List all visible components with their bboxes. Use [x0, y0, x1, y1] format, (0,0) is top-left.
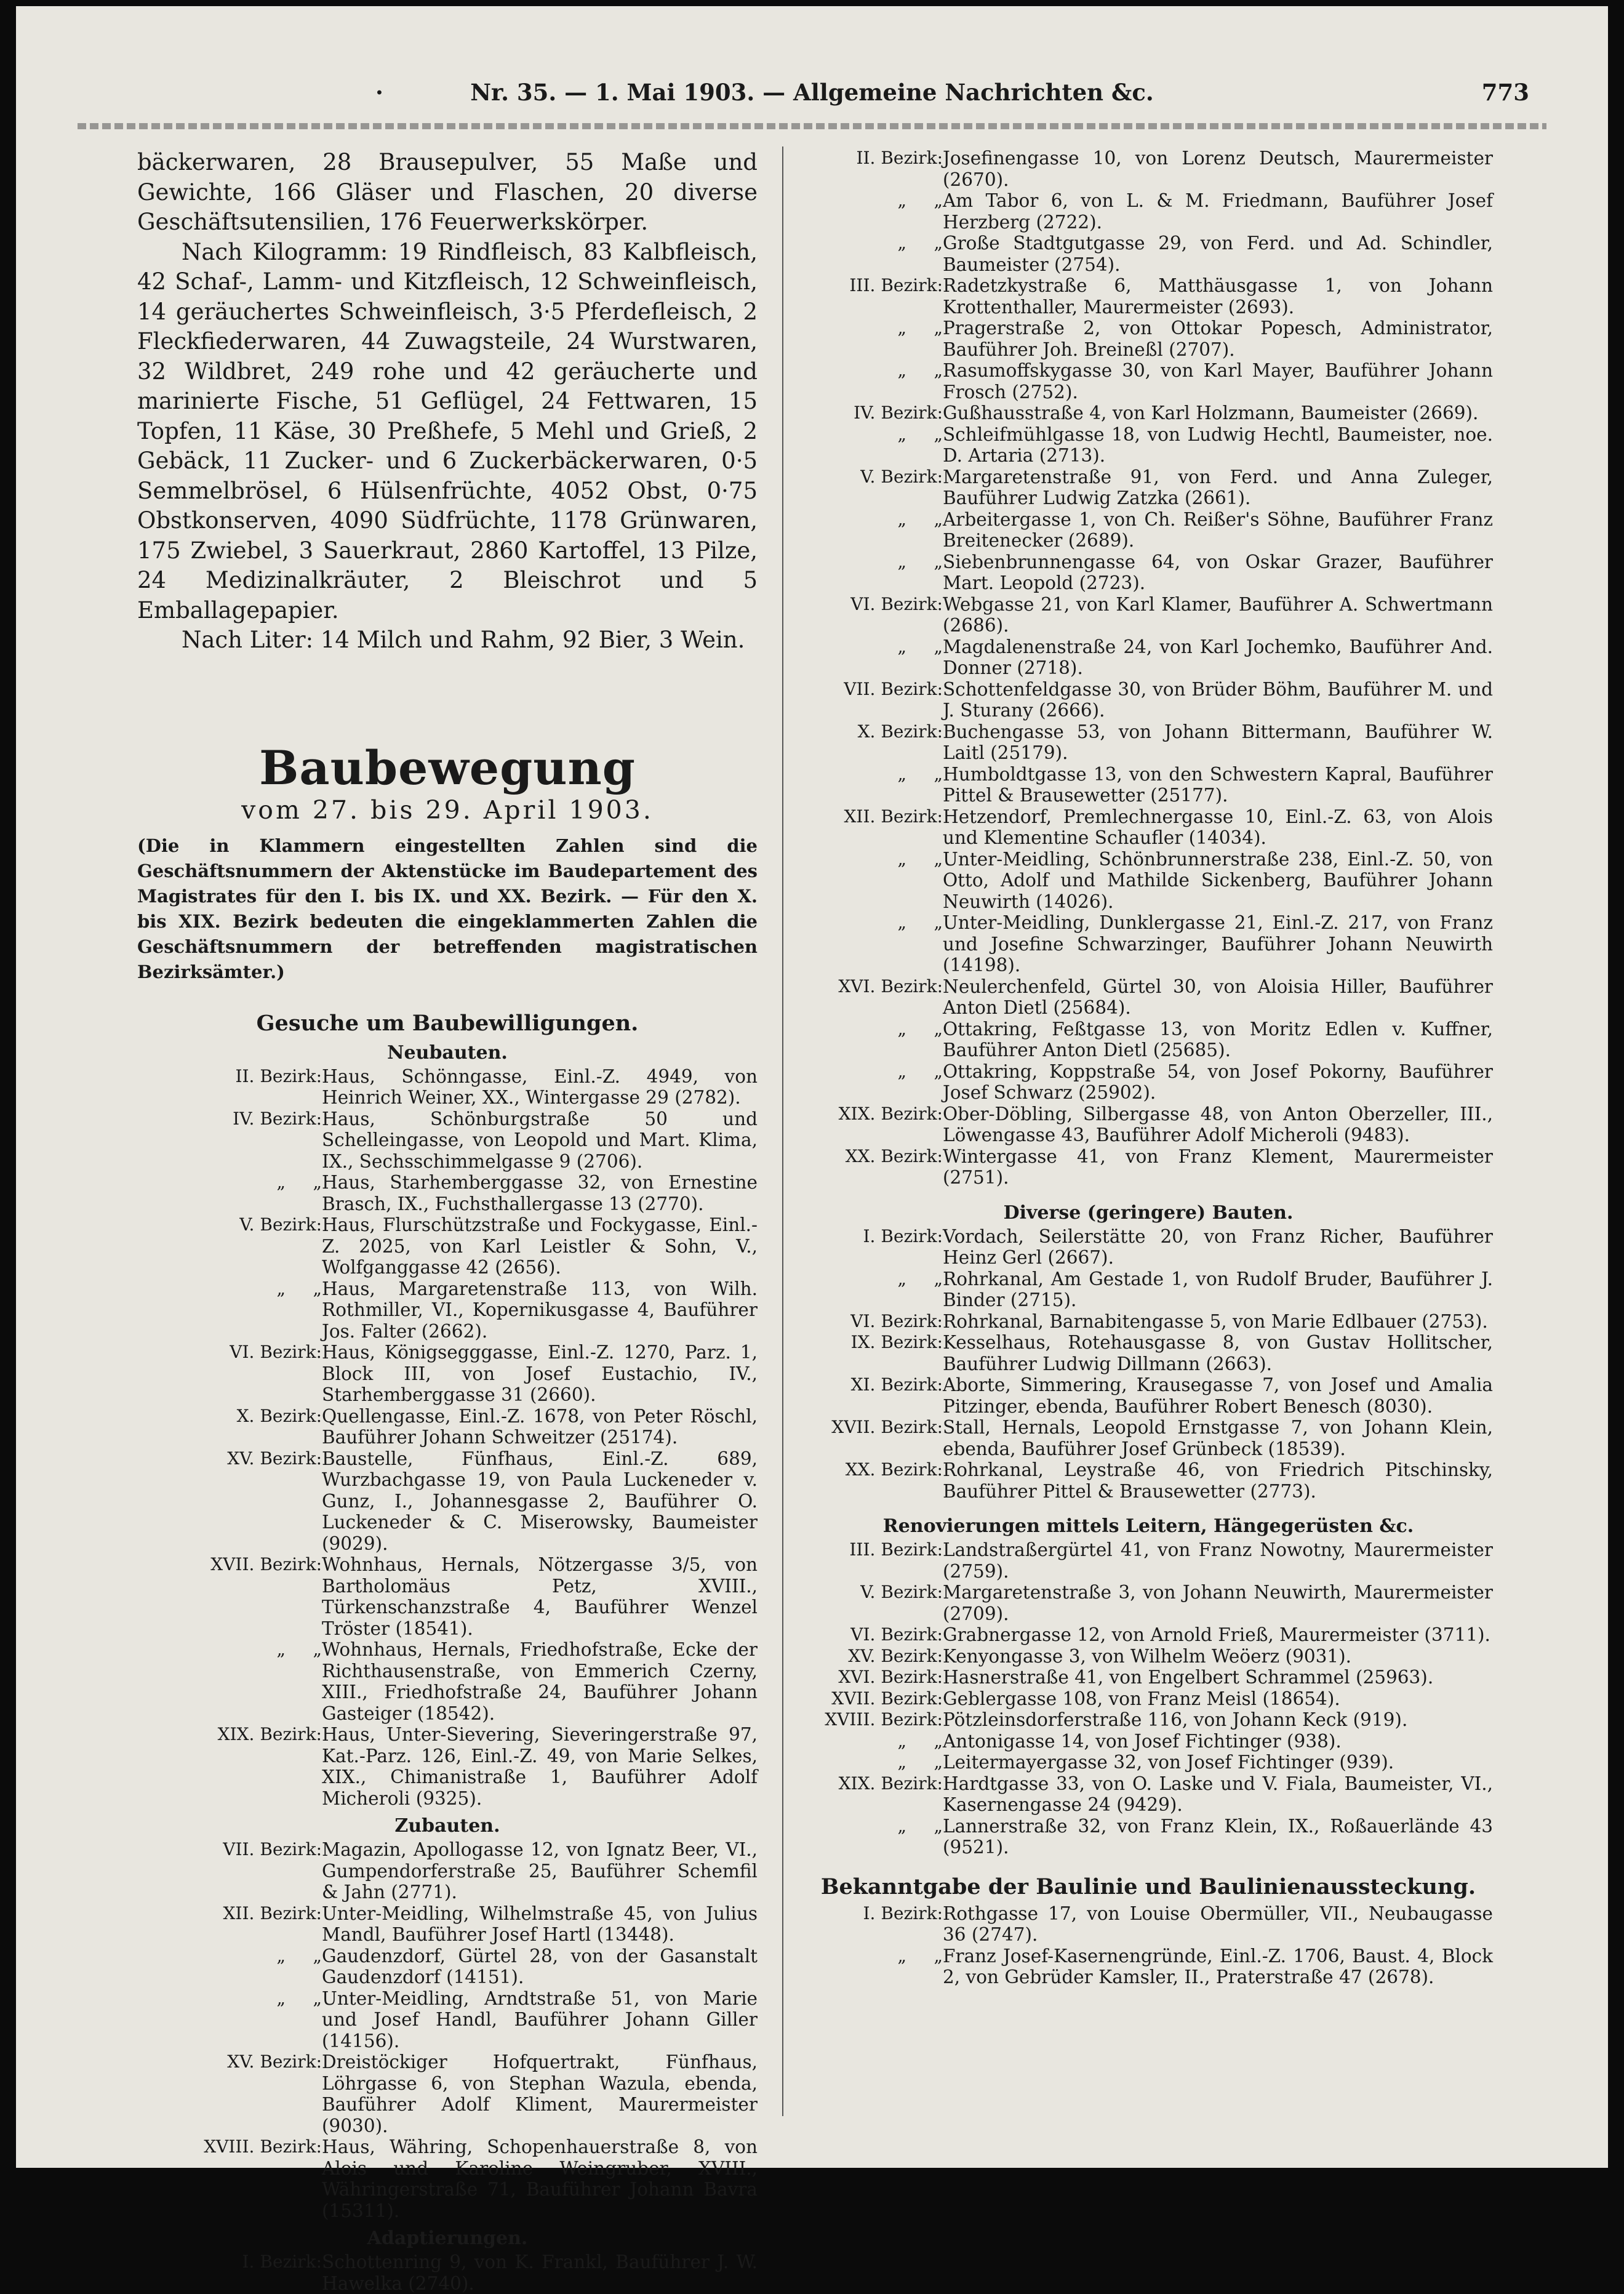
list-item — [804, 467, 1493, 509]
subheading-neubauten: Neubauten. — [387, 1041, 508, 1064]
entry-text: Schottenring 9, von K. Frankl, Bauführer J. W. Hawelka (2740). — [322, 2252, 758, 2294]
entry-text: Haus, Währing, Schopenhauerstraße 8, von Alois und Karoline Weingruber, XVIII., Währingerstraße 71, Bauführer Johann Bavra (15311). — [322, 2136, 758, 2221]
district-label: XI. Bezirk: — [850, 1374, 943, 1395]
list-item — [137, 2136, 758, 2221]
district-label: I. Bezirk: — [863, 1903, 943, 1923]
list-adaptierungen — [137, 2252, 758, 2294]
list-item — [804, 806, 1493, 849]
district-label: „ „ — [897, 1061, 943, 1081]
district-label: XVIII. Bezirk: — [825, 1709, 943, 1730]
entry-text: Vordach, Seilerstätte 20, von Franz Richer, Bauführer Heinz Gerl (2667). — [943, 1225, 1493, 1268]
district-label: XV. Bezirk: — [227, 1448, 322, 1469]
district-label: XVI. Bezirk: — [838, 976, 943, 997]
district-label: „ „ — [897, 848, 943, 869]
entry-text: Rothgasse 17, von Louise Obermüller, VII., Neubaugasse 36 (2747). — [943, 1903, 1493, 1945]
entry-text: Magazin, Apollogasse 12, von Ignatz Beer, VI., Gumpendorferstraße 25, Bauführer Schemfil & Jahn (2771). — [322, 1839, 758, 1903]
entry-text: Siebenbrunnengasse 64, von Oskar Grazer, Bauführer Mart. Leopold (2723). — [943, 551, 1493, 593]
entry-text: Landstraßergürtel 41, von Franz Nowotny, Maurermeister (2759). — [943, 1539, 1493, 1582]
entry-text: Leitermayergasse 32, von Josef Fichtinger (939). — [943, 1752, 1394, 1773]
header-title: Nr. 35. — 1. Mai 1903. — Allgemeine Nachrichten &c. — [470, 79, 1154, 106]
list-item — [137, 1988, 758, 2052]
list-item — [804, 849, 1493, 913]
paragraph-liter: Nach Liter: 14 Milch und Rahm, 92 Bier, 3 Wein. — [182, 627, 745, 653]
list-diverse — [804, 1226, 1493, 1502]
entry-text: Haus, Unter-Sievering, Sieveringerstraße 97, Kat.-Parz. 126, Einl.-Z. 49, von Marie Selkes, XIX., Chimanistraße 1, Bauführer Adolf Micheroli (9325). — [322, 1724, 758, 1809]
subheading-zubauten: Zubauten. — [394, 1815, 500, 1837]
section-heading-baulinie: Bekanntgabe der Baulinie und Baulinienaussteckung. — [820, 1874, 1476, 1899]
list-item — [804, 679, 1493, 721]
list-zubauten — [137, 1839, 758, 2221]
district-label: VI. Bezirk: — [850, 1310, 943, 1331]
entry-text: Rasumoffskygasse 30, von Karl Mayer, Bauführer Johann Frosch (2752). — [943, 360, 1493, 403]
entry-text: Magdalenenstraße 24, von Karl Jochemko, Bauführer And. Donner (2718). — [943, 636, 1493, 678]
district-label: XVII. Bezirk: — [831, 1417, 943, 1437]
list-neubauten — [137, 1066, 758, 1810]
entry-text: Unter-Meidling, Wilhelmstraße 45, von Julius Mandl, Bauführer Josef Hartl (13448). — [322, 1903, 758, 1945]
list-item — [804, 1417, 1493, 1459]
district-label: „ „ — [276, 1945, 322, 1966]
district-label: II. Bezirk: — [856, 148, 943, 168]
entry-text: Wohnhaus, Hernals, Nötzergasse 3/5, von Bartholomäus Petz, XVIII., Türkenschanzstraße 4, Bauführer Wenzel Tröster (18541). — [322, 1554, 758, 1639]
district-label: „ „ — [897, 1730, 943, 1751]
district-label: „ „ — [276, 1278, 322, 1299]
list-item — [804, 403, 1493, 424]
entry-text: Rohrkanal, Am Gestade 1, von Rudolf Bruder, Bauführer J. Binder (2715). — [943, 1268, 1493, 1310]
district-label: „ „ — [897, 318, 943, 338]
entry-text: Ober-Döbling, Silbergasse 48, von Anton Oberzeller, III., Löwengasse 43, Bauführer Adolf Micheroli (9483). — [943, 1103, 1493, 1145]
entry-text: Haus, Königsegggasse, Einl.-Z. 1270, Parz. 1, Block III, von Josef Eustachio, IV., Starhemberggasse 31 (2660). — [322, 1342, 758, 1405]
list-item — [804, 1646, 1493, 1667]
district-label: „ „ — [897, 190, 943, 211]
page-header — [71, 79, 1553, 116]
district-label: XVII. Bezirk: — [210, 1554, 322, 1574]
list-item — [137, 1214, 758, 1278]
entry-text: Hardtgasse 33, von O. Laske und V. Fiala, Baumeister, VI., Kasernengasse 24 (9429). — [943, 1773, 1493, 1815]
district-label: XIX. Bezirk: — [838, 1103, 943, 1124]
entry-text: Rohrkanal, Barnabitengasse 5, von Marie Edlbauer (2753). — [943, 1310, 1488, 1332]
header-dot: · — [375, 79, 383, 106]
district-label: X. Bezirk: — [236, 1405, 322, 1426]
district-label: VI. Bezirk: — [230, 1342, 322, 1362]
header-rule — [78, 123, 1546, 129]
district-label: X. Bezirk: — [857, 721, 943, 742]
entry-text: Wintergasse 41, von Franz Klement, Maurermeister (2751). — [943, 1145, 1493, 1188]
list-item — [137, 1406, 758, 1448]
column-divider — [782, 146, 783, 2116]
entry-text: Ottakring, Koppstraße 54, von Josef Pokorny, Bauführer Josef Schwarz (25902). — [943, 1061, 1493, 1103]
district-label: XX. Bezirk: — [845, 1145, 943, 1166]
entry-text: Schleifmühlgasse 18, von Ludwig Hechtl, Baumeister, noe. D. Artaria (2713). — [943, 423, 1493, 466]
district-label: „ „ — [276, 1172, 322, 1192]
list-item — [137, 1724, 758, 1809]
list-item — [804, 594, 1493, 636]
entry-text: Baustelle, Fünfhaus, Einl.-Z. 689, Wurzbachgasse 19, von Paula Luckeneder v. Gunz, I., Johannesgasse 2, Bauführer O. Luckeneder & C. Miserowsky, Baumeister (9029). — [322, 1448, 758, 1554]
district-label: VI. Bezirk: — [850, 593, 943, 614]
list-item — [804, 1709, 1493, 1731]
district-label: „ „ — [897, 636, 943, 657]
district-label: XX. Bezirk: — [845, 1459, 943, 1480]
list-item — [804, 1374, 1493, 1417]
list-item — [804, 912, 1493, 976]
list-item — [804, 764, 1493, 806]
list-item — [804, 551, 1493, 594]
entry-text: Am Tabor 6, von L. & M. Friedmann, Bauführer Josef Herzberg (2722). — [943, 190, 1493, 233]
entry-text: Unter-Meidling, Dunklergasse 21, Einl.-Z. 217, von Franz und Josefine Schwarzinger, Bauführer Johann Neuwirth (14198). — [943, 912, 1493, 976]
district-label: „ „ — [897, 508, 943, 529]
entry-text: Rohrkanal, Leystraße 46, von Friedrich Pitschinsky, Bauführer Pittel & Brausewetter (2773). — [943, 1459, 1493, 1502]
list-item — [137, 1172, 758, 1214]
entry-text: Unter-Meidling, Schönbrunnerstraße 238, Einl.-Z. 50, von Otto, Adolf und Mathilde Sickenberg, Bauführer Johann Neuwirth (14026). — [943, 848, 1493, 912]
district-label: „ „ — [276, 1639, 322, 1659]
district-label: „ „ — [897, 423, 943, 444]
list-item — [804, 1816, 1493, 1858]
list-item — [804, 1946, 1493, 1988]
entry-text: Gußhausstraße 4, von Karl Holzmann, Baumeister (2669). — [943, 403, 1479, 423]
list-item — [804, 509, 1493, 551]
district-label: XVII. Bezirk: — [831, 1688, 943, 1709]
district-label: V. Bezirk: — [239, 1214, 322, 1235]
article-note: (Die in Klammern eingestellten Zahlen sind die Geschäftsnummern der Aktenstücke im Baudepartement des Magistrates für den I. bis IX. und XX. Bezirk. — Für den X. bis XIX. Bezirk bedeuten die eingeklammerten Zahlen die Geschäftsnummern der betreffenden magistratischen Bezirksämter.) — [137, 835, 758, 982]
list-item — [804, 1146, 1493, 1189]
district-label: VII. Bezirk: — [844, 678, 943, 699]
list-item — [804, 1667, 1493, 1688]
list-item — [137, 2051, 758, 2136]
entry-text: Geblergasse 108, von Franz Meisl (18654). — [943, 1688, 1340, 1709]
list-item — [137, 1109, 758, 1173]
district-label: „ „ — [897, 1815, 943, 1836]
entry-text: Quellengasse, Einl.-Z. 1678, von Peter Röschl, Bauführer Johann Schweitzer (25174). — [322, 1405, 758, 1448]
entry-text: Josefinengasse 10, von Lorenz Deutsch, Maurermeister (2670). — [943, 148, 1493, 190]
list-item — [137, 1839, 758, 1903]
district-label: „ „ — [897, 551, 943, 572]
district-label: III. Bezirk: — [849, 1539, 943, 1560]
district-label: XV. Bezirk: — [227, 2051, 322, 2072]
district-label: XII. Bezirk: — [844, 806, 943, 827]
entry-text: Schottenfeldgasse 30, von Brüder Böhm, Bauführer M. und J. Sturany (2666). — [943, 678, 1493, 721]
list-item — [804, 1459, 1493, 1502]
list-item — [804, 976, 1493, 1019]
list-item — [804, 1269, 1493, 1311]
district-label: I. Bezirk: — [863, 1225, 943, 1246]
entry-text: Wohnhaus, Hernals, Friedhofstraße, Ecke der Richthausenstraße, von Emmerich Czerny, XIII., Friedhofstraße 24, Bauführer Johann Gasteiger (18542). — [322, 1639, 758, 1724]
list-item — [804, 1019, 1493, 1061]
district-label: XV. Bezirk: — [848, 1645, 943, 1666]
district-label: „ „ — [897, 1018, 943, 1039]
entry-text: Haus, Margaretenstraße 113, von Wilh. Rothmiller, VI., Kopernikusgasse 4, Bauführer Jos. Falter (2662). — [322, 1278, 758, 1342]
entry-text: Arbeitergasse 1, von Ch. Reißer's Söhne, Bauführer Franz Breitenecker (2689). — [943, 508, 1493, 551]
list-item — [137, 1903, 758, 1946]
entry-text: Hasnerstraße 41, von Engelbert Schrammel (25963). — [943, 1667, 1434, 1688]
district-label: „ „ — [897, 1268, 943, 1289]
article-subtitle: vom 27. bis 29. April 1903. — [241, 795, 654, 825]
subheading-renovierungen: Renovierungen mittels Leitern, Hängegerüsten &c. — [882, 1515, 1414, 1537]
entry-text: Pragerstraße 2, von Ottokar Popesch, Administrator, Bauführer Joh. Breineßl (2707). — [943, 318, 1493, 360]
list-item — [137, 1448, 758, 1555]
district-label: XII. Bezirk: — [223, 1903, 322, 1923]
district-label: XVIII. Bezirk: — [204, 2136, 322, 2157]
list-item — [137, 1066, 758, 1109]
entry-text: Haus, Schönburgstraße 50 und Schelleingasse, von Leopold und Mart. Klima, IX., Sechsschimmelgasse 9 (2706). — [322, 1108, 758, 1172]
list-item — [804, 1061, 1493, 1104]
list-item — [804, 1582, 1493, 1624]
list-item — [804, 1688, 1493, 1710]
list-item — [804, 360, 1493, 403]
list-item — [804, 1539, 1493, 1582]
district-label: „ „ — [897, 1752, 943, 1772]
entry-text: Aborte, Simmering, Krausegasse 7, von Josef und Amalia Pitzinger, ebenda, Bauführer Robert Benesch (8030). — [943, 1374, 1493, 1417]
list-item — [137, 1639, 758, 1724]
list-item — [804, 148, 1493, 190]
district-label: V. Bezirk: — [860, 1582, 943, 1602]
district-label: „ „ — [897, 912, 943, 932]
list-item — [804, 1332, 1493, 1374]
list-renovierungen — [804, 1539, 1493, 1858]
district-label: I. Bezirk: — [242, 2252, 322, 2272]
section-heading-gesuche: Gesuche um Baubewilligungen. — [256, 1010, 639, 1036]
list-item — [804, 1752, 1493, 1773]
district-label: XIX. Bezirk: — [838, 1773, 943, 1794]
entry-text: Unter-Meidling, Arndtstraße 51, von Marie und Josef Handl, Bauführer Johann Giller (14156). — [322, 1987, 758, 2051]
newspaper-page — [16, 6, 1608, 2294]
entry-text: Große Stadtgutgasse 29, von Ferd. und Ad. Schindler, Baumeister (2754). — [943, 233, 1493, 275]
list-item — [804, 721, 1493, 764]
entry-text: Haus, Flurschützstraße und Fockygasse, Einl.-Z. 2025, von Karl Leistler & Sohn, V., Wolfganggasse 42 (2656). — [322, 1214, 758, 1278]
district-label: V. Bezirk: — [860, 466, 943, 487]
list-item — [804, 275, 1493, 318]
entry-text: Margaretenstraße 91, von Ferd. und Anna Zuleger, Bauführer Ludwig Zatzka (2661). — [943, 466, 1493, 508]
entry-text: Kesselhaus, Rotehausgasse 8, von Gustav Hollitscher, Bauführer Ludwig Dillmann (2663). — [943, 1332, 1493, 1374]
district-label: XVI. Bezirk: — [838, 1667, 943, 1687]
list-item — [137, 1946, 758, 1988]
entry-text: Gaudenzdorf, Gürtel 28, von der Gasanstalt Gaudenzdorf (14151). — [322, 1945, 758, 1987]
list-item — [137, 1278, 758, 1342]
district-label: „ „ — [897, 1945, 943, 1966]
list-item — [137, 1342, 758, 1406]
right-column — [804, 148, 1493, 2154]
district-label: „ „ — [276, 1987, 322, 2008]
entry-text: Dreistöckiger Hofquertrakt, Fünfhaus, Löhrgasse 6, von Stephan Wazula, ebenda, Bauführer Adolf Kliment, Maurermeister (9030). — [322, 2051, 758, 2136]
list-item — [804, 1104, 1493, 1146]
entry-text: Buchengasse 53, von Johann Bittermann, Bauführer W. Laitl (25179). — [943, 721, 1493, 763]
entry-text: Webgasse 21, von Karl Klamer, Bauführer A. Schwertmann (2686). — [943, 593, 1493, 636]
district-label: „ „ — [897, 763, 943, 784]
list-item — [804, 636, 1493, 679]
district-label: VI. Bezirk: — [850, 1624, 943, 1645]
district-label: „ „ — [897, 233, 943, 253]
entry-text: Stall, Hernals, Leopold Ernstgasse 7, von Johann Klein, ebenda, Bauführer Josef Grünbeck (18539). — [943, 1417, 1493, 1459]
list-item — [137, 1554, 758, 1639]
entry-text: Neulerchenfeld, Gürtel 30, von Aloisia Hiller, Bauführer Anton Dietl (25684). — [943, 976, 1493, 1018]
entry-text: Hetzendorf, Premlechnergasse 10, Einl.-Z. 63, von Alois und Klementine Schaufler (14034). — [943, 806, 1493, 848]
list-item — [804, 424, 1493, 467]
entry-text: Grabnergasse 12, von Arnold Frieß, Maurermeister (3711). — [943, 1624, 1490, 1645]
subheading-diverse: Diverse (geringere) Bauten. — [1003, 1201, 1294, 1224]
list-item — [804, 1731, 1493, 1752]
list-item — [804, 1226, 1493, 1269]
district-label: IV. Bezirk: — [854, 403, 943, 423]
entry-text: Pötzleinsdorferstraße 116, von Johann Keck (919). — [943, 1709, 1408, 1730]
entry-text: Antonigasse 14, von Josef Fichtinger (938). — [943, 1730, 1342, 1752]
list-item — [804, 233, 1493, 275]
entry-text: Radetzkystraße 6, Matthäusgasse 1, von Johann Krottenthaller, Maurermeister (2693). — [943, 275, 1493, 318]
article-title: Baubewegung — [259, 740, 636, 795]
entry-text: Haus, Starhemberggasse 32, von Ernestine Brasch, IX., Fuchsthallergasse 13 (2770). — [322, 1172, 758, 1214]
entry-text: Lannerstraße 32, von Franz Klein, IX., Roßauerlände 43 (9521). — [943, 1815, 1493, 1858]
entry-text: Humboldtgasse 13, von den Schwestern Kapral, Bauführer Pittel & Brausewetter (25177). — [943, 763, 1493, 806]
entry-text: Kenyongasse 3, von Wilhelm Weöerz (9031). — [943, 1645, 1352, 1667]
list-item — [804, 190, 1493, 233]
list-item — [804, 1624, 1493, 1646]
list-item — [804, 1903, 1493, 1946]
district-label: II. Bezirk: — [235, 1065, 322, 1086]
list-item — [804, 1311, 1493, 1333]
district-label: „ „ — [897, 360, 943, 380]
entry-text: Ottakring, Feßtgasse 13, von Moritz Edlen v. Kuffner, Bauführer Anton Dietl (25685). — [943, 1018, 1493, 1061]
list-item — [137, 2252, 758, 2294]
district-label: IV. Bezirk: — [233, 1108, 322, 1129]
district-label: VII. Bezirk: — [223, 1839, 322, 1859]
list-adaptierungen-continued — [804, 148, 1493, 1189]
list-item — [804, 1773, 1493, 1816]
district-label: IX. Bezirk: — [850, 1332, 943, 1352]
entry-text: Margaretenstraße 3, von Johann Neuwirth, Maurermeister (2709). — [943, 1582, 1493, 1624]
district-label: XIX. Bezirk: — [217, 1724, 322, 1744]
list-baulinie — [804, 1903, 1493, 1988]
entry-text: Franz Josef-Kasernengründe, Einl.-Z. 1706, Baust. 4, Block 2, von Gebrüder Kamsler, II., Praterstraße 47 (2678). — [943, 1945, 1493, 1987]
list-item — [804, 318, 1493, 360]
left-column — [137, 148, 758, 2294]
subheading-adaptierungen: Adaptierungen. — [367, 2228, 528, 2249]
district-label: III. Bezirk: — [849, 275, 943, 295]
paragraph-kilogram: Nach Kilogramm: 19 Rindfleisch, 83 Kalbfleisch, 42 Schaf-, Lamm- und Kitzfleisch, 12 Schweinfleisch, 14 geräuchertes Schweinfleisch, 3·5 Pferdefleisch, 2 Fleckfiederwaren, 44 Zuwagsteile, 24 Wurstwaren, 32 Wildbret, 249 rohe und 42 geräucherte und marinierte Fische, 51 Geflügel, 24 Fettwaren, 15 Topfen, 11 Käse, 30 Preßhefe, 5 Mehl und Grieß, 2 Gebäck, 11 Zucker- und 6 Zuckerbäckerwaren, 0·5 Semmelbrösel, 6 Hülsenfrüchte, 4052 Obst, 0·75 Obstkonserven, 4090 Südfrüchte, 1178 Grünwaren, 175 Zwiebel, 3 Sauerkraut, 2860 Kartoffel, 13 Pilze, 24 Medizinalkräuter, 2 Bleischrot und 5 Emballagepapier. — [137, 238, 758, 624]
page-number: 773 — [1481, 79, 1529, 106]
entry-text: Haus, Schönngasse, Einl.-Z. 4949, von Heinrich Weiner, XX., Wintergasse 29 (2782). — [322, 1065, 758, 1108]
paragraph-goods-list: bäckerwaren, 28 Brausepulver, 55 Maße und Gewichte, 166 Gläser und Flaschen, 20 diverse Geschäftsutensilien, 176 Feuerwerkskörper. — [137, 149, 758, 235]
